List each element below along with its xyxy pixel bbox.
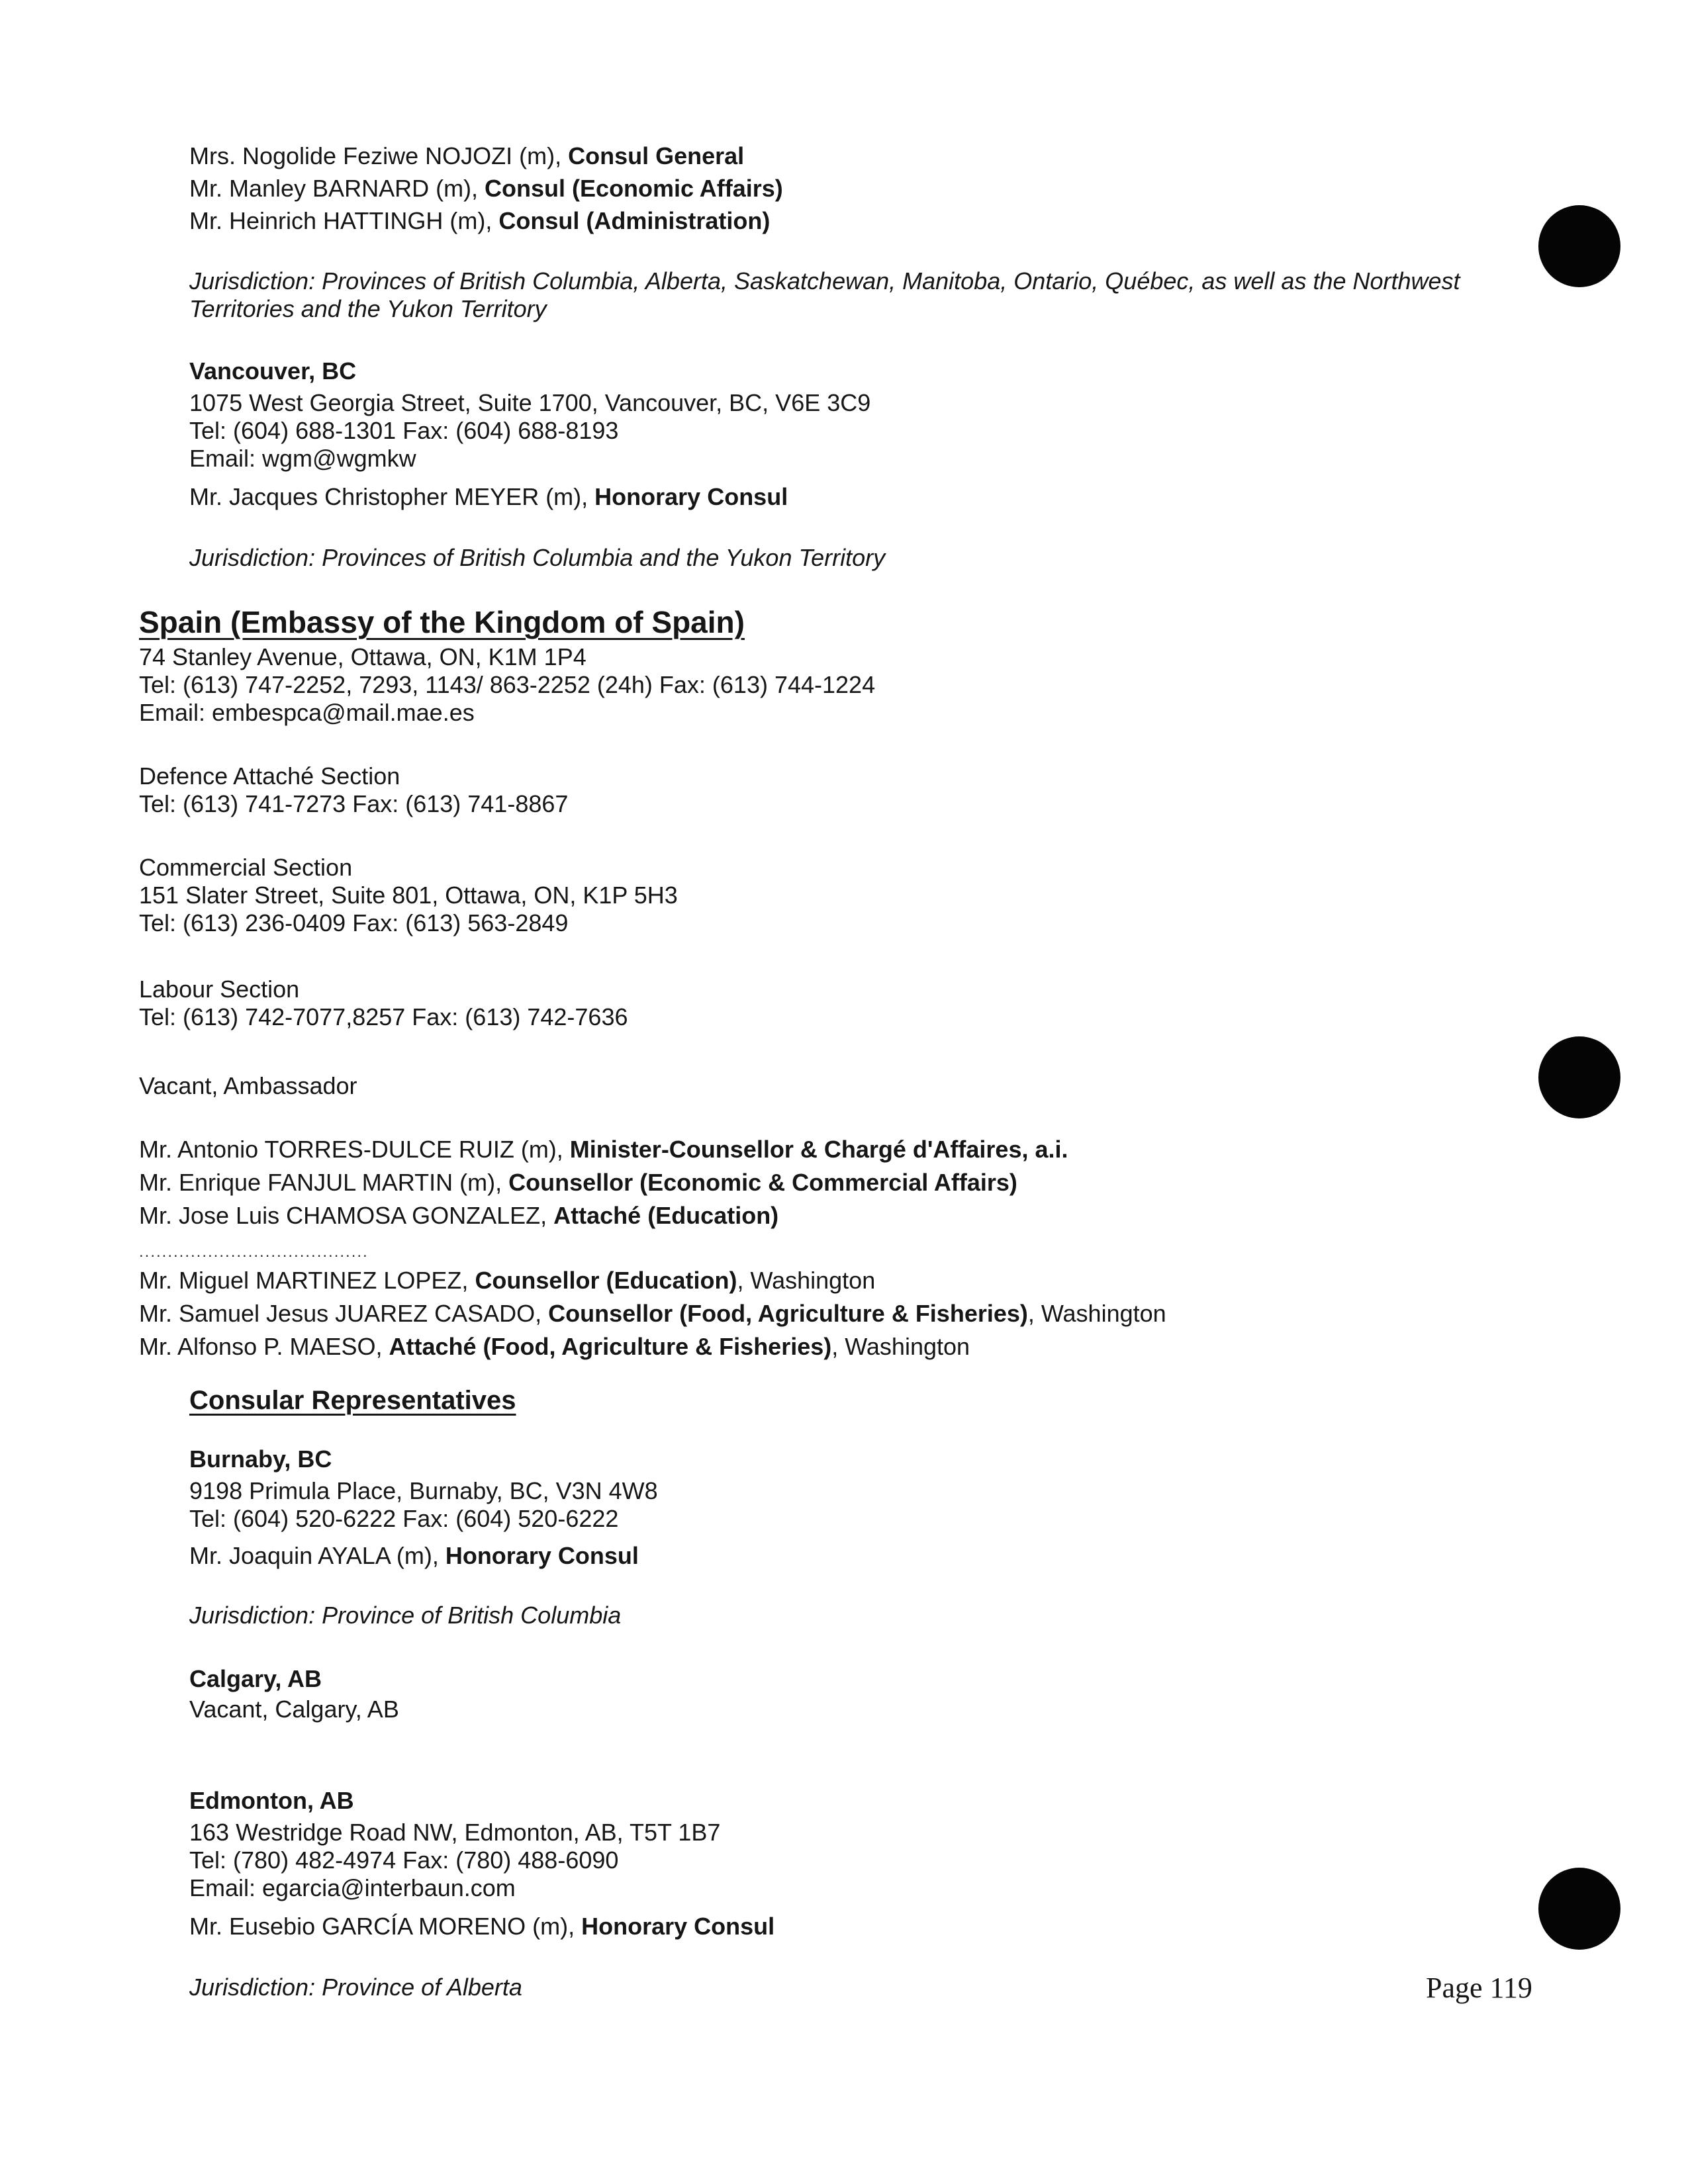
officer-name: Mr. Joaquin AYALA (m),	[189, 1542, 445, 1569]
section-label: Defence Attaché Section	[139, 762, 400, 790]
dotted-separator: ........................................	[139, 1243, 369, 1261]
officer-name: Mr. Eusebio GARCÍA MORENO (m),	[189, 1913, 582, 1940]
address: 1075 West Georgia Street, Suite 1700, Vancouver, BC, V6E 3C9	[189, 389, 871, 416]
section-phone-fax: Tel: (613) 741-7273 Fax: (613) 741-8867	[139, 790, 569, 817]
punch-hole-icon	[1538, 1868, 1620, 1950]
staff-title: Attaché (Education)	[553, 1202, 779, 1229]
section-phone-fax: Tel: (613) 236-0409 Fax: (613) 563-2849	[139, 909, 569, 936]
staff-name: Mr. Miguel MARTINEZ LOPEZ,	[139, 1267, 475, 1294]
punch-hole-icon	[1538, 205, 1620, 287]
staff-line	[139, 1333, 970, 1361]
punch-hole-icon	[1538, 1036, 1620, 1118]
officer-line	[189, 207, 770, 235]
officer-name: Mr. Jacques Christopher MEYER (m),	[189, 483, 595, 510]
officer-title: Honorary Consul	[445, 1542, 639, 1569]
embassy-phone-fax: Tel: (613) 747-2252, 7293, 1143/ 863-2252 (24h) Fax: (613) 744-1224	[139, 671, 876, 698]
staff-location: , Washington	[1027, 1300, 1166, 1327]
jurisdiction-line: Territories and the Yukon Territory	[189, 295, 547, 322]
staff-line	[139, 1169, 1017, 1197]
section-label: Commercial Section	[139, 854, 353, 881]
officer-title: Consul General	[568, 142, 745, 169]
phone-fax: Tel: (604) 688-1301 Fax: (604) 688-8193	[189, 417, 619, 444]
section-label: Labour Section	[139, 976, 300, 1003]
email: Email: egarcia@interbaun.com	[189, 1874, 516, 1901]
officer-line	[189, 142, 744, 170]
phone-fax: Tel: (604) 520-6222 Fax: (604) 520-6222	[189, 1505, 619, 1532]
staff-line	[139, 1136, 1068, 1163]
staff-title: Minister-Counsellor & Chargé d'Affaires, a.i.	[569, 1136, 1068, 1163]
officer-name: Mr. Manley BARNARD (m),	[189, 175, 485, 202]
email: Email: wgm@wgmkw	[189, 445, 416, 472]
officer-name: Mr. Heinrich HATTINGH (m),	[189, 207, 499, 234]
staff-name: Mr. Samuel Jesus JUAREZ CASADO,	[139, 1300, 549, 1327]
officer-title: Consul (Administration)	[498, 207, 771, 234]
staff-title: Counsellor (Education)	[475, 1267, 737, 1294]
jurisdiction-line: Jurisdiction: Provinces of British Columbia and the Yukon Territory	[189, 544, 886, 571]
consular-heading: Consular Representatives	[189, 1386, 516, 1415]
officer-title: Honorary Consul	[594, 483, 788, 510]
staff-name: Mr. Jose Luis CHAMOSA GONZALEZ,	[139, 1202, 554, 1229]
section-address: 151 Slater Street, Suite 801, Ottawa, ON, K1P 5H3	[139, 882, 678, 909]
officer-line	[189, 175, 783, 203]
jurisdiction-line: Jurisdiction: Provinces of British Columbia, Alberta, Saskatchewan, Manitoba, Ontario, Québec, as well as the Northwest	[189, 267, 1460, 295]
officer-title: Honorary Consul	[581, 1913, 775, 1940]
address: 163 Westridge Road NW, Edmonton, AB, T5T 1B7	[189, 1819, 721, 1846]
staff-name: Mr. Antonio TORRES-DULCE RUIZ (m),	[139, 1136, 570, 1163]
staff-name: Mr. Enrique FANJUL MARTIN (m),	[139, 1169, 509, 1196]
staff-title: Counsellor (Food, Agriculture & Fisheries)	[548, 1300, 1028, 1327]
country-heading: Spain (Embassy of the Kingdom of Spain)	[139, 605, 745, 639]
staff-line	[139, 1300, 1166, 1328]
address: 9198 Primula Place, Burnaby, BC, V3N 4W8	[189, 1477, 658, 1504]
city-heading: Vancouver, BC	[189, 357, 357, 385]
city-heading: Edmonton, AB	[189, 1787, 354, 1814]
page-number: Page 119	[1426, 1972, 1532, 2004]
ambassador-line: Vacant, Ambassador	[139, 1072, 357, 1099]
staff-title: Attaché (Food, Agriculture & Fisheries)	[389, 1333, 832, 1360]
officer-title: Consul (Economic Affairs)	[485, 175, 783, 202]
jurisdiction-line: Jurisdiction: Province of British Columbia	[189, 1602, 622, 1629]
section-phone-fax: Tel: (613) 742-7077,8257 Fax: (613) 742-7636	[139, 1003, 628, 1030]
city-heading: Calgary, AB	[189, 1665, 322, 1692]
embassy-address: 74 Stanley Avenue, Ottawa, ON, K1M 1P4	[139, 643, 586, 670]
officer-line	[189, 483, 788, 511]
embassy-email: Email: embespca@mail.mae.es	[139, 699, 475, 726]
staff-location: , Washington	[831, 1333, 970, 1360]
staff-name: Mr. Alfonso P. MAESO,	[139, 1333, 389, 1360]
vacancy-line: Vacant, Calgary, AB	[189, 1696, 399, 1723]
phone-fax: Tel: (780) 482-4974 Fax: (780) 488-6090	[189, 1846, 619, 1874]
city-heading: Burnaby, BC	[189, 1445, 332, 1473]
jurisdiction-line: Jurisdiction: Province of Alberta	[189, 1974, 522, 2001]
officer-name: Mrs. Nogolide Feziwe NOJOZI (m),	[189, 142, 569, 169]
staff-line	[139, 1202, 778, 1230]
staff-title: Counsellor (Economic & Commercial Affairs)	[508, 1169, 1017, 1196]
officer-line	[189, 1542, 639, 1570]
staff-location: , Washington	[737, 1267, 876, 1294]
staff-line	[139, 1267, 875, 1295]
officer-line	[189, 1913, 774, 1940]
